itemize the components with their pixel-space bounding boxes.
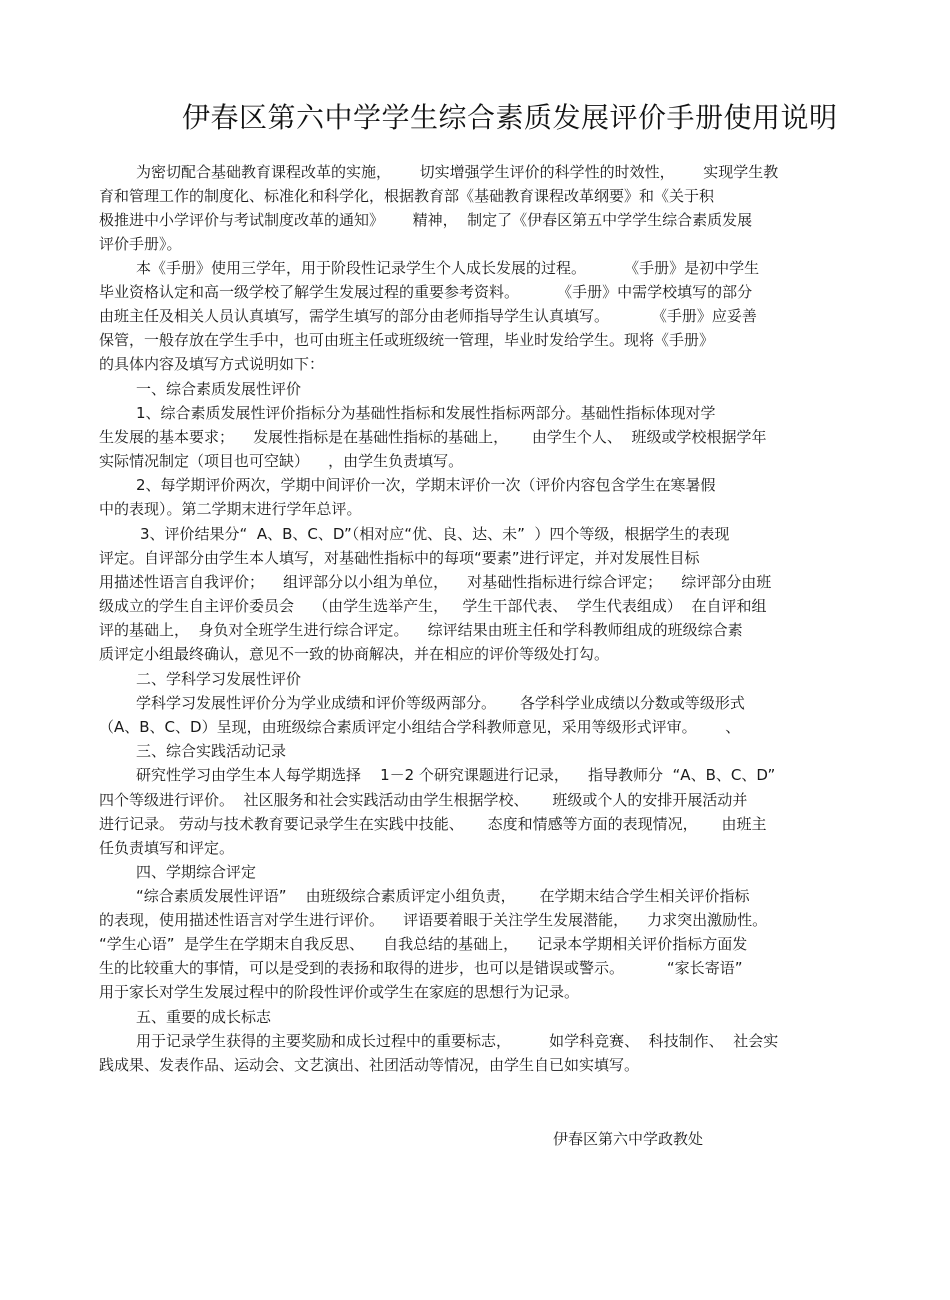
signature: 伊春区第六中学政教处	[553, 1130, 704, 1148]
body-line: 极推进中小学评价与考试制度改革的通知》 精神， 制定了《伊春区第五中学学生综合素质发展	[99, 211, 753, 229]
body-line: 学科学习发展性评价分为学业成绩和评价等级两部分。 各学科学业成绩以分数或等级形式	[136, 694, 745, 712]
body-line: 中的表现）。第二学期末进行学年总评。	[99, 500, 362, 518]
body-line: 育和管理工作的制度化、标准化和科学化，根据教育部《基础教育课程改革纲要》和《关于积	[99, 187, 715, 205]
body-line: 践成果、发表作品、运动会、文艺演出、社团活动等情况，由学生自已如实填写。	[99, 1056, 640, 1074]
body-line: 3、评价结果分“ A、B、C、D”（相对应“优、良、达、未” ）四个等级，根据学生的表现	[140, 525, 730, 543]
body-line: 质评定小组最终确认，意见不一致的协商解决，并在相应的评价等级处打勾。	[99, 645, 610, 663]
body-line: 实际情况制定（项目也可空缺） ，由学生负责填写。	[99, 452, 464, 470]
body-line: 一、综合素质发展性评价	[136, 380, 302, 398]
body-line: 四个等级进行评价。 社区服务和社会实践活动由学生根据学校、 班级或个人的安排开展活动并	[99, 791, 748, 809]
body-line: 级成立的学生自主评价委员会 （由学生选举产生， 学生干部代表、 学生代表组成） 在自评和组	[99, 597, 767, 615]
body-line: “学生心语” 是学生在学期末自我反思、 自我总结的基础上， 记录本学期相关评价指标方面发	[99, 935, 748, 953]
body-line: 生的比较重大的事情，可以是受到的表扬和取得的进步，也可以是错误或警示。 “家长寄语”	[99, 959, 743, 977]
body-line: 研究性学习由学生本人每学期选择 1－2 个研究课题进行记录， 指导教师分 “A、B、C、D”	[136, 766, 776, 784]
body-line: “综合素质发展性评语” 由班级综合素质评定小组负责， 在学期末结合学生相关评价指标	[136, 887, 750, 905]
body-line: 1、综合素质发展性评价指标分为基础性指标和发展性指标两部分。基础性指标体现对学	[136, 404, 716, 422]
body-line: 生发展的基本要求； 发展性指标是在基础性指标的基础上， 由学生个人、 班级或学校根据学年	[99, 428, 767, 446]
body-line: 五、重要的成长标志	[136, 1008, 272, 1026]
body-line: 二、学科学习发展性评价	[136, 670, 302, 688]
body-line: 任负责填写和评定。	[99, 839, 235, 857]
body-line: 评价手册》。	[99, 235, 182, 253]
body-line: 由班主任及相关人员认真填写，需学生填写的部分由老师指导学生认真填写。 《手册》应妥善	[99, 307, 757, 325]
body-line: 2、每学期评价两次，学期中间评价一次，学期末评价一次（评价内容包含学生在寒暑假	[136, 476, 716, 494]
body-line: 用描述性语言自我评价； 组评部分以小组为单位， 对基础性指标进行综合评定； 综评部分由班	[99, 573, 772, 591]
body-line: 评定。自评部分由学生本人填写，对基础性指标中的每项“要素”进行评定，并对发展性目标	[99, 549, 700, 567]
body-line: 的具体内容及填写方式说明如下：	[99, 355, 325, 373]
body-line: 的表现，使用描述性语言对学生进行评价。 评语要着眼于关注学生发展潜能， 力求突出激励性。	[99, 911, 768, 929]
body-line: 用于家长对学生发展过程中的阶段性评价或学生在家庭的思想行为记录。	[99, 983, 580, 1001]
body-line: （A、B、C、D）呈现，由班级综合素质评定小组结合学科教师意见，采用等级形式评审。 、	[99, 718, 741, 736]
body-line: 毕业资格认定和高一级学校了解学生发展过程的重要参考资料。 《手册》中需学校填写的部分	[99, 283, 753, 301]
document-title: 伊春区第六中学学生综合素质发展评价手册使用说明	[182, 101, 838, 134]
body-line: 三、综合实践活动记录	[136, 742, 287, 760]
body-line: 用于记录学生获得的主要奖励和成长过程中的重要标志， 如学科竞赛、 科技制作、 社会实	[136, 1032, 779, 1050]
body-line: 评的基础上， 身负对全班学生进行综合评定。 综评结果由班主任和学科教师组成的班级综合素	[99, 621, 743, 639]
body-line: 进行记录。 劳动与技术教育要记录学生在实践中技能、 态度和情感等方面的表现情况， 由班主	[99, 815, 767, 833]
body-line: 本《手册》使用三学年，用于阶段性记录学生个人成长发展的过程。 《手册》是初中学生	[136, 259, 760, 277]
body-line: 四、学期综合评定	[136, 863, 257, 881]
body-line: 保管，一般存放在学生手中，也可由班主任或班级统一管理，毕业时发给学生。现将《手册》	[99, 331, 715, 349]
body-line: 为密切配合基础教育课程改革的实施， 切实增强学生评价的科学性的时效性， 实现学生教	[136, 163, 779, 181]
